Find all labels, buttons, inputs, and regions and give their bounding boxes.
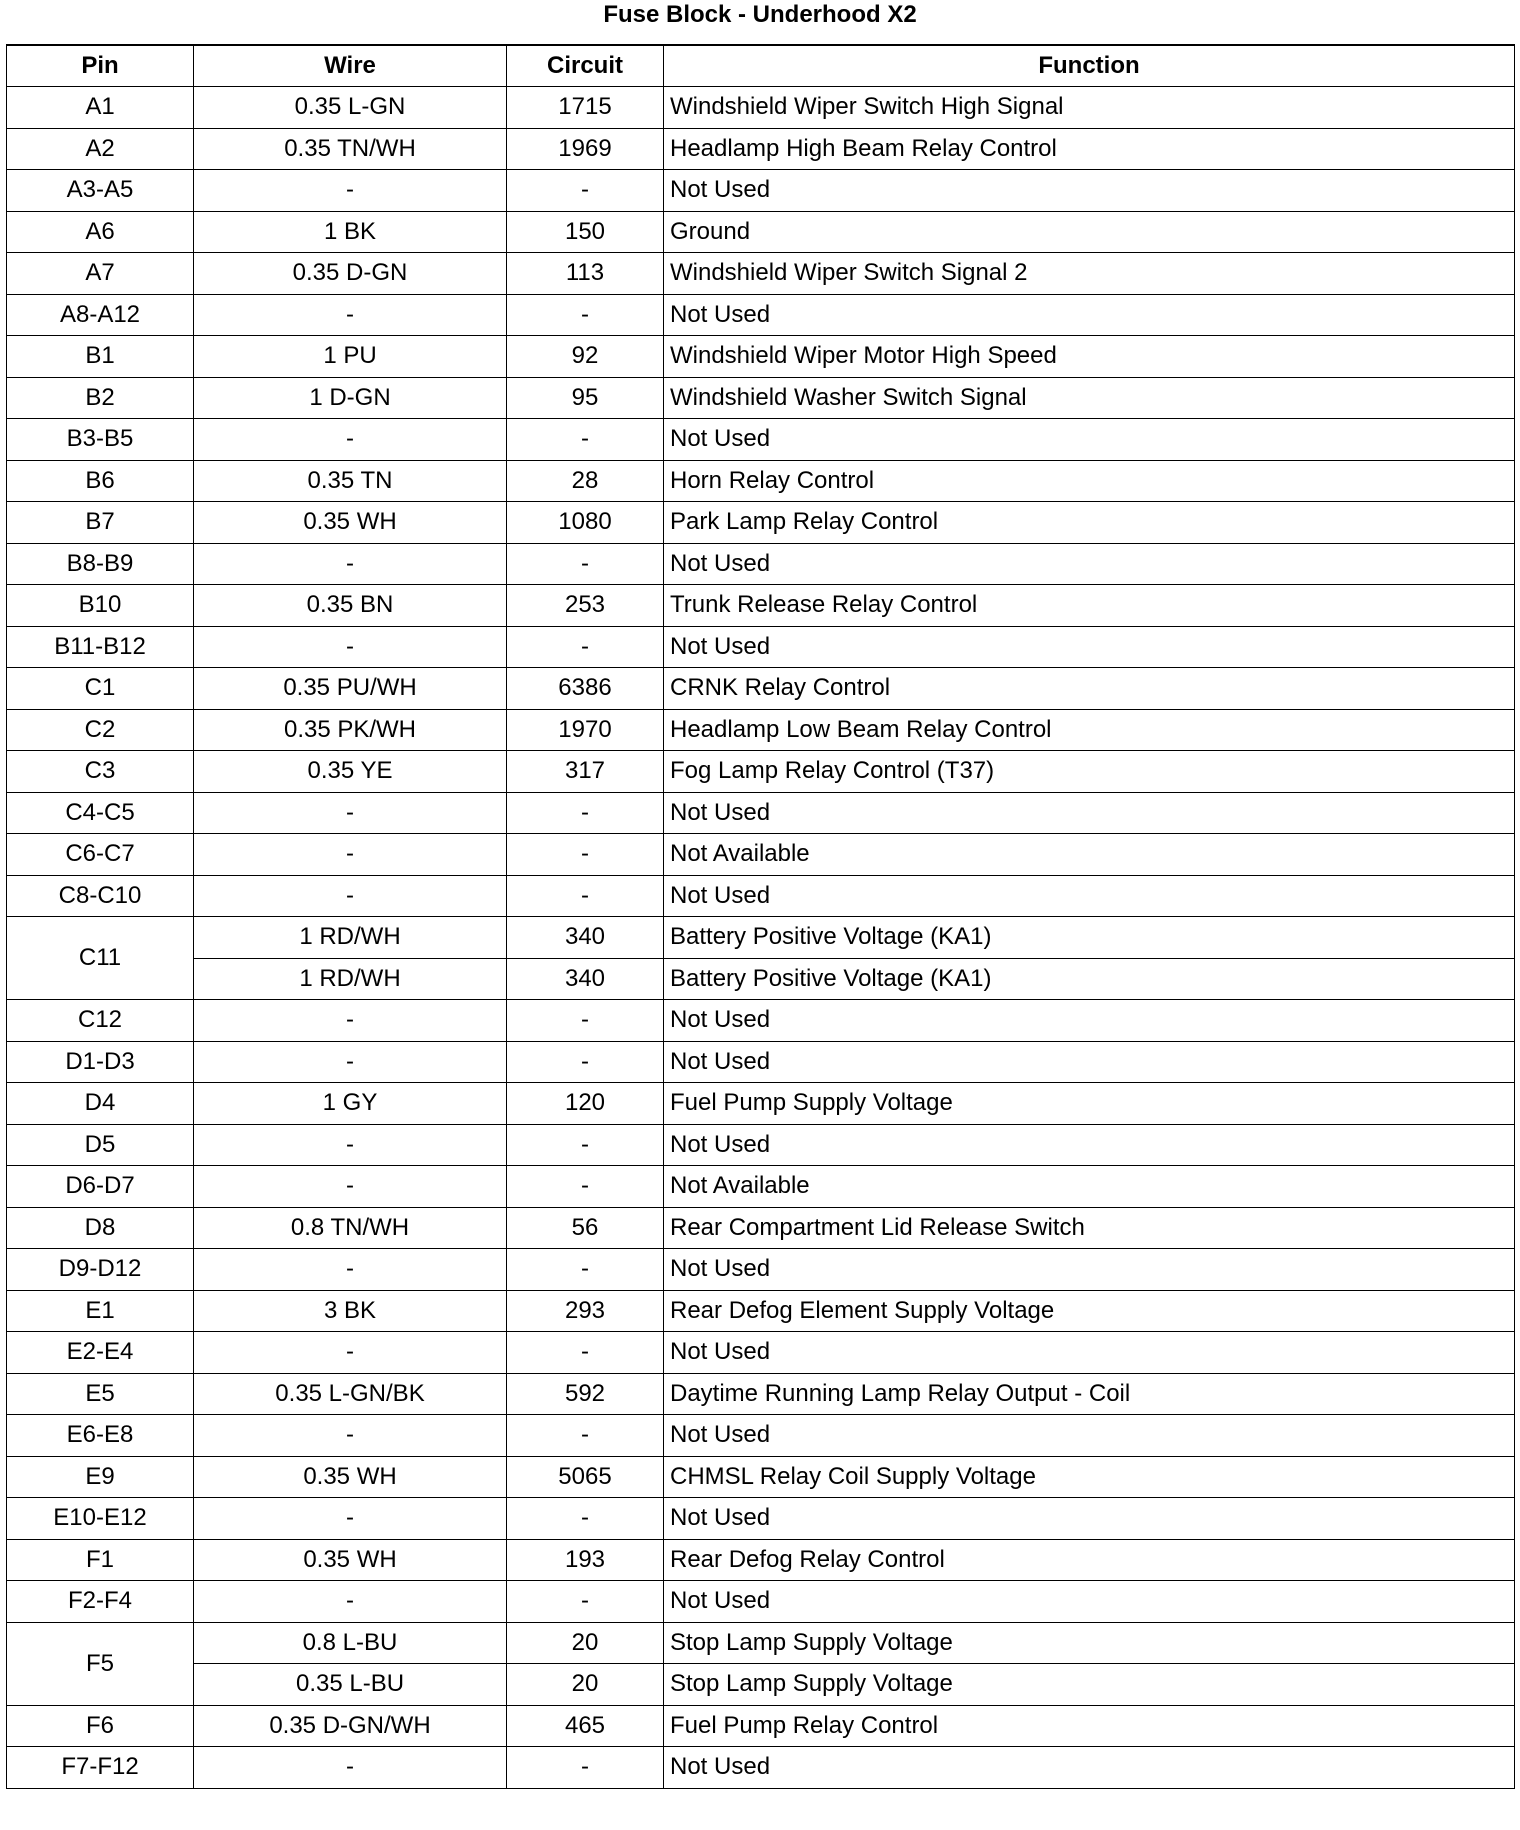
circuit-cell: - (507, 543, 664, 585)
table-row (7, 502, 1515, 544)
circuit-cell: 293 (507, 1290, 664, 1332)
wire-cell: 0.35 BN (194, 585, 507, 627)
table-row (7, 460, 1515, 502)
pin-cell: C6-C7 (7, 834, 194, 876)
pin-cell: B2 (7, 377, 194, 419)
pin-cell: C8-C10 (7, 875, 194, 917)
table-row (7, 1664, 1515, 1706)
circuit-header: Circuit (507, 45, 664, 87)
table-row (7, 917, 1515, 959)
table-row (7, 543, 1515, 585)
table-row (7, 1705, 1515, 1747)
pin-cell: F6 (7, 1705, 194, 1747)
pin-cell: E6-E8 (7, 1415, 194, 1457)
function-cell: Battery Positive Voltage (KA1) (664, 958, 1515, 1000)
circuit-cell: - (507, 626, 664, 668)
function-cell: Windshield Wiper Motor High Speed (664, 336, 1515, 378)
circuit-cell: - (507, 1498, 664, 1540)
table-row (7, 294, 1515, 336)
pin-cell: A1 (7, 87, 194, 129)
pin-cell: E5 (7, 1373, 194, 1415)
wire-cell: 0.35 D-GN/WH (194, 1705, 507, 1747)
function-cell: Ground (664, 211, 1515, 253)
circuit-cell: 95 (507, 377, 664, 419)
pin-rows (7, 87, 1515, 1789)
function-cell: Not Used (664, 1498, 1515, 1540)
pin-cell: E2-E4 (7, 1332, 194, 1374)
wire-cell: - (194, 1415, 507, 1457)
pin-cell: C12 (7, 1000, 194, 1042)
function-cell: Daytime Running Lamp Relay Output - Coil (664, 1373, 1515, 1415)
circuit-cell: 1080 (507, 502, 664, 544)
function-cell: Not Used (664, 1747, 1515, 1789)
function-cell: Fuel Pump Relay Control (664, 1705, 1515, 1747)
circuit-cell: 28 (507, 460, 664, 502)
circuit-cell: - (507, 1581, 664, 1623)
pin-cell: A7 (7, 253, 194, 295)
circuit-cell: 592 (507, 1373, 664, 1415)
pin-cell: C3 (7, 751, 194, 793)
pin-cell: F2-F4 (7, 1581, 194, 1623)
wire-cell: - (194, 1498, 507, 1540)
function-cell: Rear Defog Relay Control (664, 1539, 1515, 1581)
table-row (7, 958, 1515, 1000)
table-row (7, 668, 1515, 710)
function-cell: Park Lamp Relay Control (664, 502, 1515, 544)
circuit-cell: 120 (507, 1083, 664, 1125)
table-row (7, 1373, 1515, 1415)
table-row (7, 1456, 1515, 1498)
wire-cell: 0.35 L-GN/BK (194, 1373, 507, 1415)
pin-cell: B11-B12 (7, 626, 194, 668)
wire-cell: - (194, 1000, 507, 1042)
circuit-cell: - (507, 294, 664, 336)
table-row (7, 1166, 1515, 1208)
function-cell: Rear Compartment Lid Release Switch (664, 1207, 1515, 1249)
table-row (7, 1747, 1515, 1789)
circuit-cell: 150 (507, 211, 664, 253)
circuit-cell: 5065 (507, 1456, 664, 1498)
wire-cell: 0.35 TN/WH (194, 128, 507, 170)
pin-cell: E9 (7, 1456, 194, 1498)
wire-cell: 0.35 PU/WH (194, 668, 507, 710)
table-row (7, 336, 1515, 378)
pin-cell: D1-D3 (7, 1041, 194, 1083)
circuit-cell: 113 (507, 253, 664, 295)
pin-table (6, 44, 1515, 1789)
table-row (7, 1000, 1515, 1042)
circuit-cell: 1969 (507, 128, 664, 170)
table-row (7, 1249, 1515, 1291)
wire-cell: - (194, 1041, 507, 1083)
pin-cell: A3-A5 (7, 170, 194, 212)
table-row (7, 1083, 1515, 1125)
table-row (7, 1415, 1515, 1457)
table-row (7, 1207, 1515, 1249)
pin-header: Pin (7, 45, 194, 87)
pin-cell: F7-F12 (7, 1747, 194, 1789)
table-row (7, 626, 1515, 668)
circuit-cell: 1715 (507, 87, 664, 129)
pin-cell: D8 (7, 1207, 194, 1249)
pin-cell: A6 (7, 211, 194, 253)
header-row (7, 45, 1515, 87)
table-row (7, 253, 1515, 295)
function-cell: Not Used (664, 543, 1515, 585)
function-cell: Windshield Wiper Switch High Signal (664, 87, 1515, 129)
wire-cell: 0.35 L-GN (194, 87, 507, 129)
wire-cell: 0.8 L-BU (194, 1622, 507, 1664)
circuit-cell: 340 (507, 917, 664, 959)
wire-cell: 0.35 WH (194, 1456, 507, 1498)
circuit-cell: - (507, 1249, 664, 1291)
function-cell: Fog Lamp Relay Control (T37) (664, 751, 1515, 793)
function-cell: Stop Lamp Supply Voltage (664, 1664, 1515, 1706)
circuit-cell: - (507, 1124, 664, 1166)
pin-cell: D9-D12 (7, 1249, 194, 1291)
function-cell: Not Used (664, 1041, 1515, 1083)
wire-cell: - (194, 1166, 507, 1208)
wire-cell: - (194, 1581, 507, 1623)
table-row (7, 1124, 1515, 1166)
pin-cell: C1 (7, 668, 194, 710)
wire-cell: 0.35 D-GN (194, 253, 507, 295)
wire-cell: 0.35 YE (194, 751, 507, 793)
table-row (7, 709, 1515, 751)
wire-cell: - (194, 1747, 507, 1789)
circuit-cell: 6386 (507, 668, 664, 710)
wire-cell: 0.35 L-BU (194, 1664, 507, 1706)
function-cell: Not Used (664, 419, 1515, 461)
function-cell: Horn Relay Control (664, 460, 1515, 502)
table-row (7, 1332, 1515, 1374)
function-cell: Stop Lamp Supply Voltage (664, 1622, 1515, 1664)
table-row (7, 377, 1515, 419)
wire-cell: - (194, 875, 507, 917)
wire-cell: 0.35 PK/WH (194, 709, 507, 751)
function-cell: Not Used (664, 170, 1515, 212)
circuit-cell: 56 (507, 1207, 664, 1249)
table-row (7, 1290, 1515, 1332)
circuit-cell: - (507, 792, 664, 834)
pin-cell: A2 (7, 128, 194, 170)
function-cell: Rear Defog Element Supply Voltage (664, 1290, 1515, 1332)
pin-cell: C11 (7, 917, 194, 1000)
circuit-cell: 340 (507, 958, 664, 1000)
function-cell: CHMSL Relay Coil Supply Voltage (664, 1456, 1515, 1498)
circuit-cell: 1970 (507, 709, 664, 751)
wire-cell: - (194, 834, 507, 876)
table-row (7, 419, 1515, 461)
wire-cell: 0.8 TN/WH (194, 1207, 507, 1249)
wire-cell: 1 PU (194, 336, 507, 378)
pin-cell: B7 (7, 502, 194, 544)
circuit-cell: - (507, 875, 664, 917)
function-cell: Not Available (664, 834, 1515, 876)
circuit-cell: - (507, 1332, 664, 1374)
wire-cell: 1 BK (194, 211, 507, 253)
function-cell: Not Used (664, 626, 1515, 668)
table-row (7, 875, 1515, 917)
pin-cell: D6-D7 (7, 1166, 194, 1208)
circuit-cell: - (507, 419, 664, 461)
table-row (7, 1041, 1515, 1083)
circuit-cell: 20 (507, 1664, 664, 1706)
circuit-cell: 193 (507, 1539, 664, 1581)
pin-cell: D4 (7, 1083, 194, 1125)
function-cell: Headlamp Low Beam Relay Control (664, 709, 1515, 751)
pin-cell: B8-B9 (7, 543, 194, 585)
function-cell: Fuel Pump Supply Voltage (664, 1083, 1515, 1125)
circuit-cell: - (507, 1415, 664, 1457)
wire-cell: 1 RD/WH (194, 917, 507, 959)
pin-cell: B3-B5 (7, 419, 194, 461)
wire-cell: - (194, 792, 507, 834)
wire-cell: - (194, 170, 507, 212)
circuit-cell: - (507, 1166, 664, 1208)
wire-cell: - (194, 1332, 507, 1374)
pin-cell: B10 (7, 585, 194, 627)
function-cell: Not Available (664, 1166, 1515, 1208)
function-cell: Not Used (664, 1581, 1515, 1623)
wire-cell: 0.35 WH (194, 1539, 507, 1581)
table-row (7, 211, 1515, 253)
pin-cell: E10-E12 (7, 1498, 194, 1540)
pin-cell: E1 (7, 1290, 194, 1332)
function-cell: Not Used (664, 1249, 1515, 1291)
table-row (7, 170, 1515, 212)
pin-cell: B6 (7, 460, 194, 502)
function-cell: Not Used (664, 1415, 1515, 1457)
wire-cell: 3 BK (194, 1290, 507, 1332)
function-cell: Not Used (664, 294, 1515, 336)
table-row (7, 87, 1515, 129)
wire-cell: - (194, 294, 507, 336)
function-cell: CRNK Relay Control (664, 668, 1515, 710)
function-cell: Trunk Release Relay Control (664, 585, 1515, 627)
circuit-cell: 465 (507, 1705, 664, 1747)
circuit-cell: 92 (507, 336, 664, 378)
circuit-cell: 20 (507, 1622, 664, 1664)
wire-cell: 1 RD/WH (194, 958, 507, 1000)
function-cell: Not Used (664, 792, 1515, 834)
table-row (7, 1539, 1515, 1581)
wire-cell: 0.35 WH (194, 502, 507, 544)
function-cell: Battery Positive Voltage (KA1) (664, 917, 1515, 959)
table-row (7, 792, 1515, 834)
page-title: Fuse Block - Underhood X2 (603, 1, 917, 28)
function-cell: Windshield Washer Switch Signal (664, 377, 1515, 419)
wire-cell: - (194, 419, 507, 461)
pin-cell: F5 (7, 1622, 194, 1705)
function-cell: Headlamp High Beam Relay Control (664, 128, 1515, 170)
pin-cell: A8-A12 (7, 294, 194, 336)
function-cell: Not Used (664, 1000, 1515, 1042)
function-cell: Not Used (664, 1124, 1515, 1166)
pin-cell: C4-C5 (7, 792, 194, 834)
circuit-cell: - (507, 1041, 664, 1083)
wire-cell: - (194, 1124, 507, 1166)
table-row (7, 128, 1515, 170)
function-header: Function (664, 45, 1515, 87)
table-row (7, 1498, 1515, 1540)
pin-cell: C2 (7, 709, 194, 751)
function-cell: Not Used (664, 1332, 1515, 1374)
table-row (7, 751, 1515, 793)
wire-cell: 0.35 TN (194, 460, 507, 502)
wire-header: Wire (194, 45, 507, 87)
pin-cell: D5 (7, 1124, 194, 1166)
wire-cell: - (194, 1249, 507, 1291)
function-cell: Not Used (664, 875, 1515, 917)
wire-cell: 1 D-GN (194, 377, 507, 419)
wire-cell: - (194, 626, 507, 668)
circuit-cell: - (507, 1000, 664, 1042)
pin-cell: B1 (7, 336, 194, 378)
table-row (7, 585, 1515, 627)
circuit-cell: - (507, 834, 664, 876)
table-row (7, 834, 1515, 876)
circuit-cell: - (507, 1747, 664, 1789)
wire-cell: 1 GY (194, 1083, 507, 1125)
wire-cell: - (194, 543, 507, 585)
circuit-cell: 317 (507, 751, 664, 793)
pin-cell: F1 (7, 1539, 194, 1581)
table-row (7, 1581, 1515, 1623)
table-row (7, 1622, 1515, 1664)
circuit-cell: - (507, 170, 664, 212)
function-cell: Windshield Wiper Switch Signal 2 (664, 253, 1515, 295)
circuit-cell: 253 (507, 585, 664, 627)
